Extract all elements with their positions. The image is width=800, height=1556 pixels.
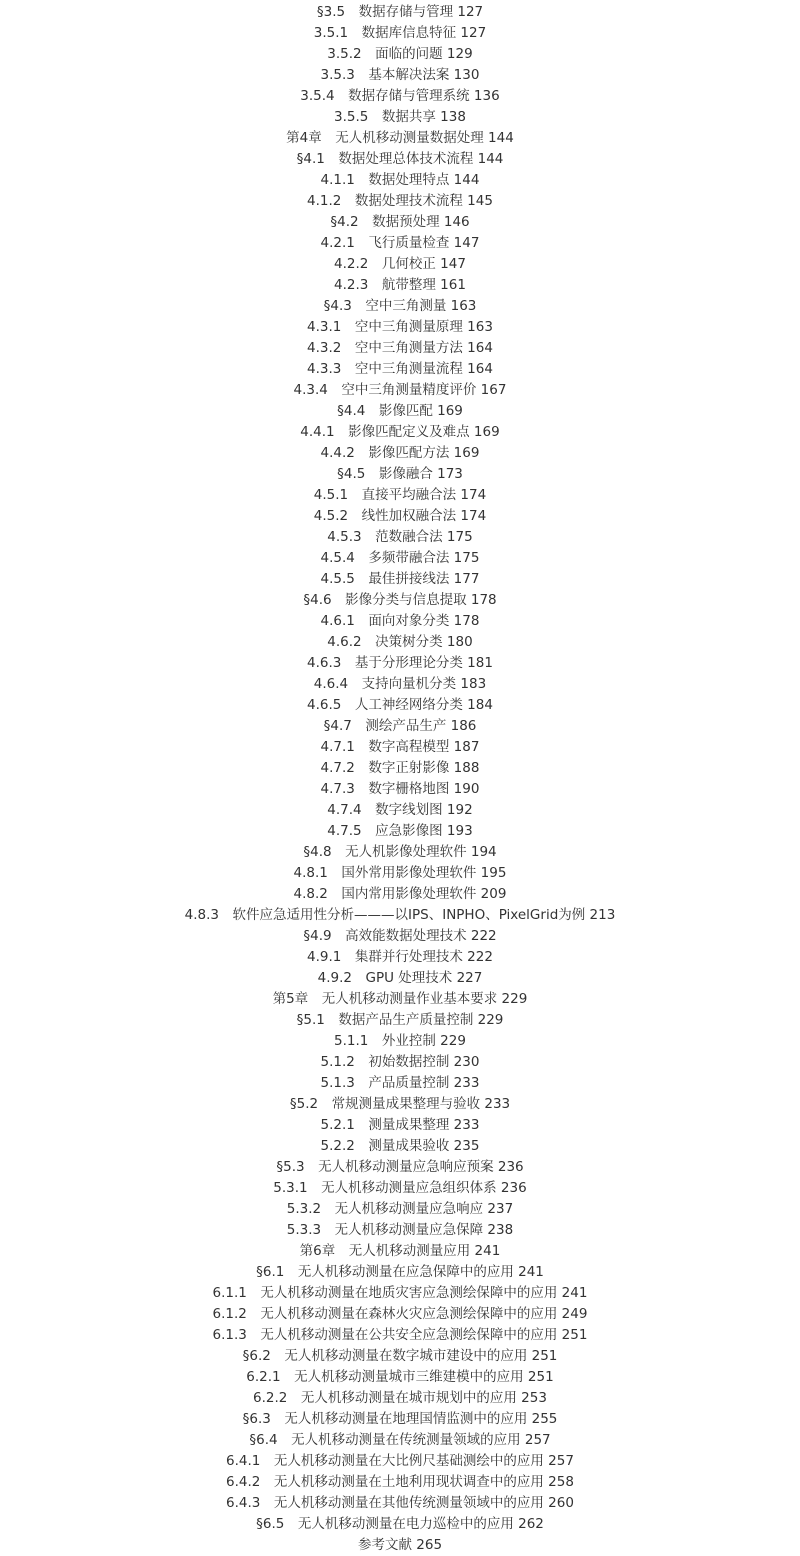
toc-entry: 6.4.2 无人机移动测量在土地利用现状调查中的应用 258	[226, 1474, 574, 1490]
toc-entry: 4.6.5 人工神经网络分类 184	[307, 697, 493, 713]
toc-entry: §4.5 影像融合 173	[337, 466, 463, 482]
toc-entry: 4.2.2 几何校正 147	[334, 256, 466, 272]
toc-entry: 4.5.4 多频带融合法 175	[320, 550, 480, 566]
toc-entry: 4.6.1 面向对象分类 178	[320, 613, 480, 629]
toc-entry: 4.6.4 支持向量机分类 183	[313, 676, 487, 692]
toc-entry: 3.5.1 数据库信息特征 127	[313, 25, 487, 41]
toc-entry: 第5章 无人机移动测量作业基本要求 229	[272, 991, 528, 1007]
toc-entry: §4.4 影像匹配 169	[337, 403, 463, 419]
toc-entry: 4.6.3 基于分形理论分类 181	[307, 655, 493, 671]
toc-entry: 4.5.5 最佳拼接线法 177	[320, 571, 480, 587]
toc-entry: §4.3 空中三角测量 163	[323, 298, 477, 314]
toc-entry: 4.8.2 国内常用影像处理软件 209	[293, 886, 507, 902]
toc-entry: §4.7 测绘产品生产 186	[323, 718, 477, 734]
toc-entry: 4.5.2 线性加权融合法 174	[313, 508, 487, 524]
toc-entry: 4.2.1 飞行质量检查 147	[320, 235, 480, 251]
toc-entry: 3.5.4 数据存储与管理系统 136	[300, 88, 500, 104]
toc-entry: 4.7.5 应急影像图 193	[327, 823, 473, 839]
toc-entry: 6.1.2 无人机移动测量在森林火灾应急测绘保障中的应用 249	[212, 1306, 588, 1322]
toc-entry: 4.1.2 数据处理技术流程 145	[307, 193, 493, 209]
toc-entry: §6.1 无人机移动测量在应急保障中的应用 241	[256, 1264, 544, 1280]
toc-entry: §6.4 无人机移动测量在传统测量领域的应用 257	[249, 1432, 551, 1448]
toc-entry: 4.3.3 空中三角测量流程 164	[307, 361, 493, 377]
toc-entry: §4.2 数据预处理 146	[330, 214, 470, 230]
toc-entry: §5.1 数据产品生产质量控制 229	[296, 1012, 504, 1028]
toc-entry: 6.2.2 无人机移动测量在城市规划中的应用 253	[253, 1390, 547, 1406]
toc-entry: 6.4.1 无人机移动测量在大比例尺基础测绘中的应用 257	[226, 1453, 574, 1469]
toc-entry: 6.2.1 无人机移动测量城市三维建模中的应用 251	[246, 1369, 554, 1385]
toc-entry: 4.3.1 空中三角测量原理 163	[307, 319, 493, 335]
toc-entry: 4.2.3 航带整理 161	[334, 277, 466, 293]
toc-entry: 4.9.2 GPU 处理技术 227	[317, 970, 483, 986]
toc-entry: §4.1 数据处理总体技术流程 144	[296, 151, 504, 167]
toc-entry: 4.9.1 集群并行处理技术 222	[307, 949, 493, 965]
toc-entry: 4.5.3 范数融合法 175	[327, 529, 473, 545]
toc-entry: §6.3 无人机移动测量在地理国情监测中的应用 255	[242, 1411, 558, 1427]
toc-entry: 4.3.4 空中三角测量精度评价 167	[293, 382, 507, 398]
toc-entry: 5.1.1 外业控制 229	[334, 1033, 466, 1049]
toc-entry: 6.1.1 无人机移动测量在地质灾害应急测绘保障中的应用 241	[212, 1285, 588, 1301]
toc-entry: 5.3.1 无人机移动测量应急组织体系 236	[273, 1180, 527, 1196]
toc-entry: 6.1.3 无人机移动测量在公共安全应急测绘保障中的应用 251	[212, 1327, 588, 1343]
toc-entry: 5.2.2 测量成果验收 235	[320, 1138, 480, 1154]
toc-entry: 第6章 无人机移动测量应用 241	[299, 1243, 501, 1259]
toc-entry: 4.4.2 影像匹配方法 169	[320, 445, 480, 461]
toc-entry: 5.3.3 无人机移动测量应急保障 238	[286, 1222, 514, 1238]
toc-entry: 参考文献 265	[357, 1537, 443, 1553]
toc-entry: 4.6.2 决策树分类 180	[327, 634, 473, 650]
toc-entry: 3.5.2 面临的问题 129	[327, 46, 473, 62]
toc-entry: 6.4.3 无人机移动测量在其他传统测量领域中的应用 260	[226, 1495, 574, 1511]
toc-entry: §4.8 无人机影像处理软件 194	[303, 844, 497, 860]
toc-entry: §4.6 影像分类与信息提取 178	[303, 592, 497, 608]
toc-entry: 4.8.3 软件应急适用性分析———以IPS、INPHO、PixelGrid为例 213	[184, 907, 616, 923]
toc-entry: 4.8.1 国外常用影像处理软件 195	[293, 865, 507, 881]
toc-entry: 4.7.4 数字线划图 192	[327, 802, 473, 818]
toc-entry: §5.2 常规测量成果整理与验收 233	[289, 1096, 511, 1112]
toc-entry: 第4章 无人机移动测量数据处理 144	[286, 130, 514, 146]
toc-entry: 5.2.1 测量成果整理 233	[320, 1117, 480, 1133]
toc-entry: 3.5.3 基本解决法案 130	[320, 67, 480, 83]
toc-entry: 5.1.3 产品质量控制 233	[320, 1075, 480, 1091]
toc-entry: §6.5 无人机移动测量在电力巡检中的应用 262	[256, 1516, 544, 1532]
toc-entry: 4.7.2 数字正射影像 188	[320, 760, 480, 776]
toc-entry: 4.1.1 数据处理特点 144	[320, 172, 480, 188]
toc-entry: 4.3.2 空中三角测量方法 164	[307, 340, 493, 356]
toc-entry: §5.3 无人机移动测量应急响应预案 236	[276, 1159, 524, 1175]
toc-entry: 4.7.1 数字高程模型 187	[320, 739, 480, 755]
toc-entry: 5.1.2 初始数据控制 230	[320, 1054, 480, 1070]
toc-entry: 3.5.5 数据共享 138	[334, 109, 466, 125]
table-of-contents	[0, 2, 800, 1556]
toc-entry: 4.4.1 影像匹配定义及难点 169	[300, 424, 500, 440]
toc-entry: §4.9 高效能数据处理技术 222	[303, 928, 497, 944]
toc-entry: 4.7.3 数字栅格地图 190	[320, 781, 480, 797]
toc-entry: 5.3.2 无人机移动测量应急响应 237	[286, 1201, 514, 1217]
toc-entry: 4.5.1 直接平均融合法 174	[313, 487, 487, 503]
toc-entry: §6.2 无人机移动测量在数字城市建设中的应用 251	[242, 1348, 558, 1364]
toc-entry: §3.5 数据存储与管理 127	[316, 4, 484, 20]
